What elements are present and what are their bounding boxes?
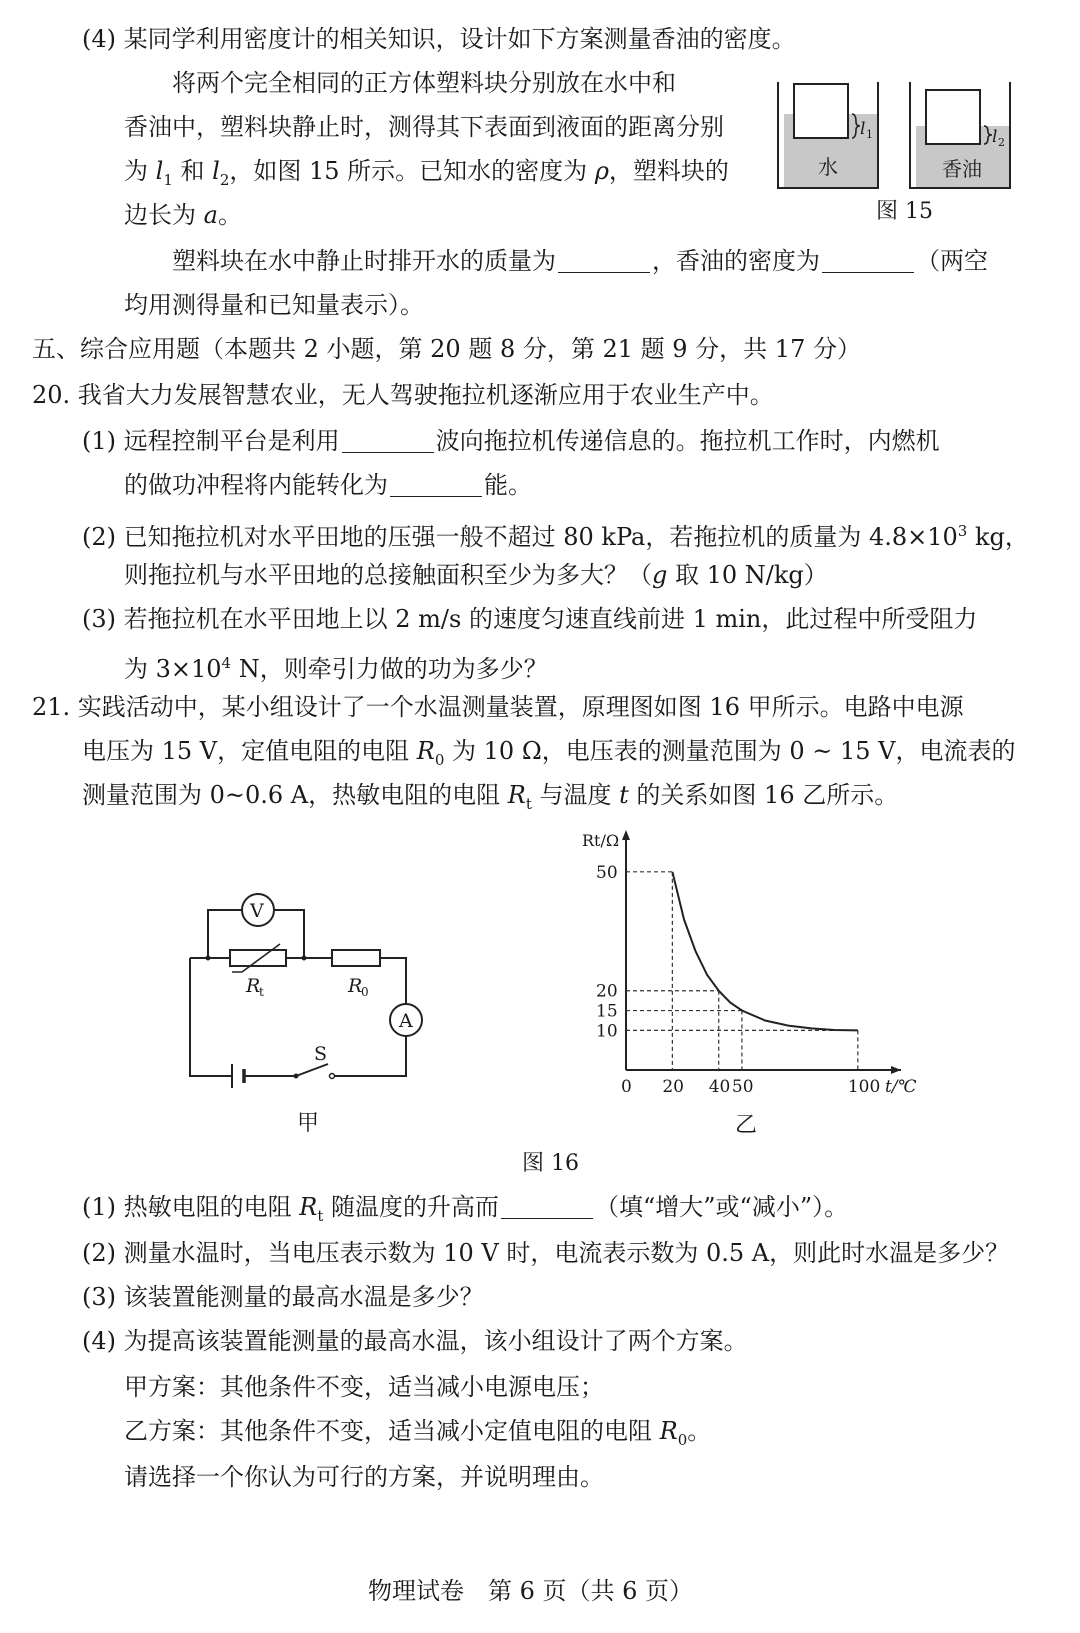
answer-blank[interactable] [822, 248, 914, 273]
page-footer: 物理试卷 第 6 页（共 6 页） [368, 1577, 694, 1605]
y-tick-label: 10 [596, 1021, 618, 1042]
q19-4-line2: 将两个完全相同的正方体塑料块分别放在水中和 [172, 69, 676, 97]
q20-p2-line1: (2) 已知拖拉机对水平田地的压强一般不超过 80 kPa，若拖拉机的质量为 $4.8\times 10^3$ kg， [82, 522, 1029, 551]
answer-blank[interactable] [390, 472, 482, 497]
x-tick-label: 40 [708, 1077, 731, 1097]
resistor-r0 [332, 950, 380, 966]
q21-line3: 测量范围为 0~0.6 A，热敏电阻的电阻 $R_t$ 与温度 t 的关系如图 16 乙所示。 [82, 781, 899, 813]
right-cube [926, 90, 980, 144]
fig15-water-label: 水 [818, 155, 838, 179]
switch-label: S [314, 1043, 328, 1065]
thermistor-rt [230, 950, 286, 966]
fig15-caption: 图 15 [876, 199, 933, 224]
q21-p4-plan-a: 甲方案：其他条件不变，适当减小电源电压； [124, 1373, 604, 1401]
graph-label: 乙 [735, 1113, 758, 1138]
q19-4-line5: 边长为 a。 [124, 201, 242, 229]
ammeter-label: A [399, 1010, 413, 1032]
x-axis-title: t/℃ [885, 1077, 917, 1097]
x-tick-label: 20 [662, 1077, 685, 1097]
q21-p4-plan-b: 乙方案：其他条件不变，适当减小定值电阻的电阻 $R_0$。 [124, 1417, 712, 1449]
answer-blank[interactable] [501, 1194, 593, 1219]
rt-temperature-chart [570, 820, 920, 1110]
q19-4-line1: (4) 某同学利用密度计的相关知识，设计如下方案测量香油的密度。 [82, 25, 796, 53]
rt-label: R [246, 975, 261, 997]
voltmeter-label: V [250, 900, 264, 922]
answer-blank[interactable] [342, 428, 434, 453]
circuit-diagram [180, 880, 430, 1100]
r0-label-sub: 0 [361, 985, 369, 999]
q20-p3-line1: (3) 若拖拉机在水平田地上以 2 m/s 的速度匀速直线前进 1 min，此过程中所受阻力 [82, 605, 978, 633]
q19-4-line4: 为 $l_1$ 和 $l_2$，如图 15 所示。已知水的密度为 ρ，塑料块的 [124, 157, 729, 189]
q21-p4-instruction: 请选择一个你认为可行的方案，并说明理由。 [124, 1463, 604, 1491]
y-tick-label: 15 [596, 1001, 618, 1022]
fig15-left-label-sub: 1 [866, 128, 873, 141]
circuit-label: 甲 [297, 1111, 320, 1136]
x-tick-label: 0 [621, 1077, 632, 1097]
rt-label-sub: t [259, 985, 264, 999]
q20-stem: 20. 我省大力发展智慧农业，无人驾驶拖拉机逐渐应用于农业生产中。 [32, 381, 774, 409]
q20-p2-line2: 则拖拉机与水平田地的总接触面积至少为多大？（g 取 10 N/kg） [124, 561, 828, 589]
q21-line2: 电压为 15 V，定值电阻的电阻 $R_0$ 为 10 Ω，电压表的测量范围为 0 ~ 15 V，电流表的 [82, 737, 1016, 769]
left-cube [794, 84, 848, 138]
q20-p3-line2: 为 $3\times 10^4$ N，则牵引力做的功为多少？ [124, 654, 548, 683]
y-axis-title: Rt/Ω [582, 831, 620, 850]
x-tick-label: 50 [731, 1077, 754, 1097]
fig15-left-label: l [860, 119, 866, 139]
q19-4-line7: 均用测得量和已知量表示）。 [124, 291, 424, 319]
y-tick-label: 20 [596, 981, 618, 1002]
fig16-caption: 图 16 [522, 1151, 579, 1176]
q21-p4: (4) 为提高该装置能测量的最高水温，该小组设计了两个方案。 [82, 1327, 748, 1355]
q19-4-line6: 塑料块在水中静止时排开水的质量为 ，香油的密度为 （两空 [172, 247, 988, 275]
r0-label: R [348, 975, 363, 997]
answer-blank[interactable] [558, 248, 650, 273]
q19-4-line3: 香油中，塑料块静止时，测得其下表面到液面的距离分别 [124, 113, 724, 141]
fig15-right-label-sub: 2 [998, 136, 1005, 149]
x-axis-arrow [891, 1066, 901, 1074]
section-5-heading: 五、综合应用题（本题共 2 小题，第 20 题 8 分，第 21 题 9 分，共 17 分） [32, 335, 861, 363]
switch-s [296, 1064, 328, 1076]
rt-curve [672, 872, 857, 1031]
q20-p1-line2: 的做功冲程将内能转化为 能。 [124, 471, 532, 499]
y-axis-arrow [622, 830, 630, 840]
q20-p1-line1: (1) 远程控制平台是利用 波向拖拉机传递信息的。拖拉机工作时，内燃机 [82, 427, 940, 455]
fig15-right-label: l [992, 127, 998, 147]
q21-p1: (1) 热敏电阻的电阻 $R_t$ 随温度的升高而 （填“增大”或“减小”）。 [82, 1193, 849, 1225]
x-tick-label: 100 [847, 1077, 881, 1097]
q21-line1: 21. 实践活动中，某小组设计了一个水温测量装置，原理图如图 16 甲所示。电路中电源 [32, 693, 964, 721]
y-tick-label: 50 [596, 862, 618, 883]
fig15-oil-label: 香油 [942, 157, 982, 181]
q21-p2: (2) 测量水温时，当电压表示数为 10 V 时，电流表示数为 0.5 A，则此时水温是多少？ [82, 1239, 1010, 1267]
q21-p3: (3) 该装置能测量的最高水温是多少？ [82, 1283, 484, 1311]
